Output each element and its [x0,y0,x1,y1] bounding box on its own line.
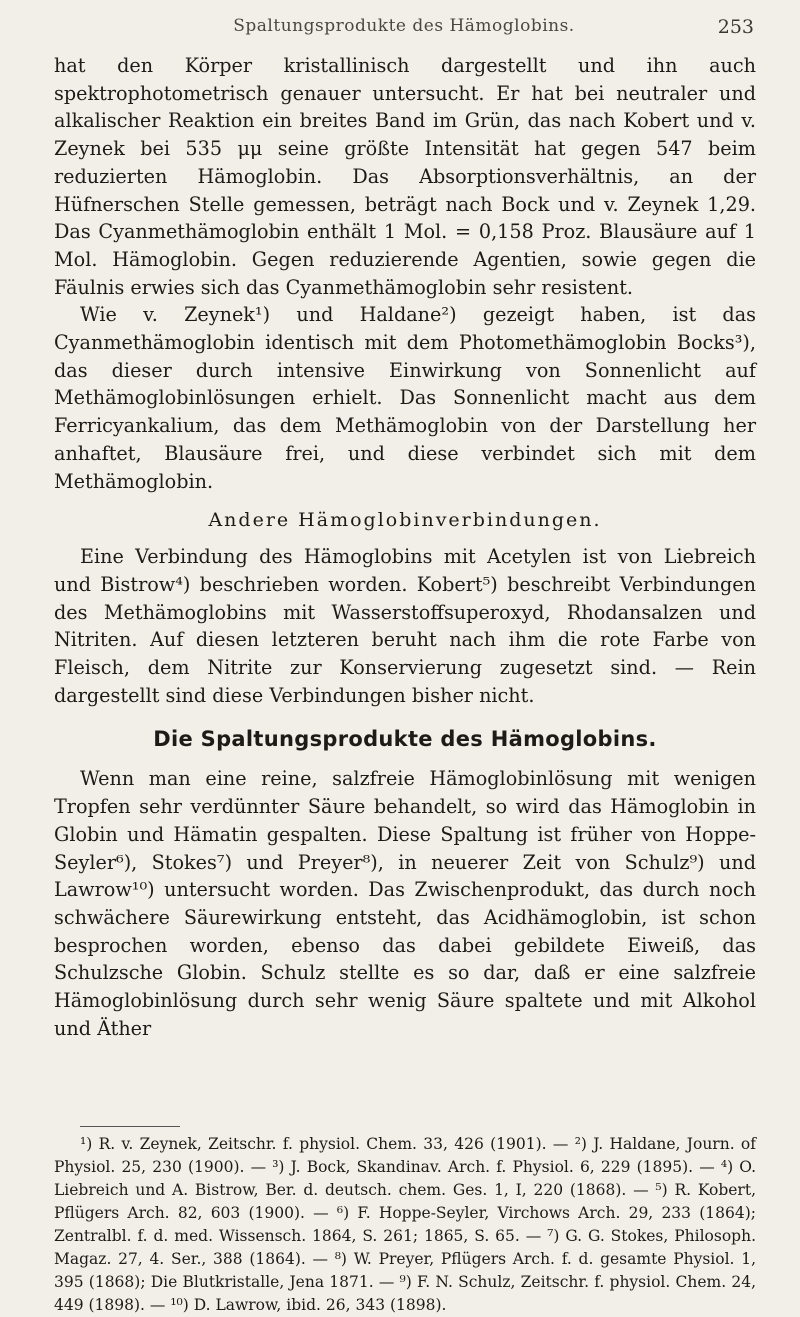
section-title: Die Spaltungsprodukte des Hämoglobins. [153,727,657,752]
body-text [54,52,756,1043]
paragraph-3: Eine Verbindung des Hämoglobins mit Acetylen ist von Liebreich und Bistrow⁴) beschrieben worden. Kobert⁵) beschreibt Verbindungen des Methämoglobins mit Wasserstoffsuperoxyd, Rhodansalzen und Nitriten. Auf diesen letzteren beruht nach ihm die rote Farbe von Fleisch, dem Nitrite zur Konservierung zugesetzt sind. — Rein dargestellt sind diese Verbindungen bisher nicht. [54,545,756,707]
paragraph-2: Wie v. Zeynek¹) und Haldane²) gezeigt haben, ist das Cyanmethämoglobin identisch mit dem Photomethämoglobin Bocks³), das dieser durch intensive Einwirkung von Sonnenlicht auf Methämoglobinlösungen erhielt. Das Sonnenlicht macht aus dem Ferricyankalium, das dem Methämoglobin von der Darstellung her anhaftet, Blausäure frei, und diese verbindet sich mit dem Methämoglobin. [54,303,756,493]
running-title: Spaltungsprodukte des Hämoglobins. [233,16,575,36]
footnotes [54,1126,756,1317]
footnote-text: ¹) R. v. Zeynek, Zeitschr. f. physiol. Chem. 33, 426 (1901). — ²) J. Haldane, Journ. of Physiol. 25, 230 (1900). — ³) J. Bock, Skandinav. Arch. f. Physiol. 6, 229 (1895). — ⁴) O. Liebreich und A. Bistrow, Ber. d. deutsch. chem. Ges. 1, I, 220 (1868). — ⁵) R. Kobert, Pflügers Arch. 82, 603 (1900). — ⁶) F. Hoppe-Seyler, Virchows Arch. 29, 233 (1864); Zentralbl. f. d. med. Wissensch. 1864, S. 261; 1865, S. 65. — ⁷) G. G. Stokes, Philosoph. Magaz. 27, 4. Ser., 388 (1864). — ⁸) W. Preyer, Pflügers Arch. f. d. gesamte Physiol. 1, 395 (1868); Die Blutkristalle, Jena 1871. — ⁹) F. N. Schulz, Zeitschr. f. physiol. Chem. 24, 449 (1898). — ¹⁰) D. Lawrow, ibid. 26, 343 (1898). [54,1135,756,1314]
footnote-divider [80,1126,180,1127]
page-number: 253 [717,16,754,38]
paragraph-1: hat den Körper kristallinisch dargestellt und ihn auch spektrophotometrisch genauer untersucht. Er hat bei neutraler und alkalischer Reaktion ein breites Band im Grün, das nach Kobert und v. Zeynek bei 535 μμ seine größte Intensität hat gegen 547 beim reduzierten Hämoglobin. Das Absorptionsverhältnis, an der Hüfnerschen Stelle gemessen, beträgt nach Bock und v. Zeynek 1,29. Das Cyanmethämoglobin enthält 1 Mol. = 0,158 Proz. Blausäure auf 1 Mol. Hämoglobin. Gegen reduzierende Agentien, sowie gegen die Fäulnis erwies sich das Cyanmethämoglobin sehr resistent. [54,54,756,299]
paragraph-4: Wenn man eine reine, salzfreie Hämoglobinlösung mit wenigen Tropfen sehr verdünnter Säure behandelt, so wird das Hämoglobin in Globin und Hämatin gespalten. Diese Spaltung ist früher von Hoppe-Seyler⁶), Stokes⁷) und Preyer⁸), in neuerer Zeit von Schulz⁹) und Lawrow¹⁰) untersucht worden. Das Zwischenprodukt, das durch noch schwächere Säurewirkung entsteht, das Acidhämoglobin, ist schon besprochen worden, ebenso das dabei gebildete Eiweiß, das Schulzsche Globin. Schulz stellte es so dar, daß er eine salzfreie Hämoglobinlösung durch sehr wenig Säure spaltete und mit Alkohol und Äther [54,767,756,1040]
subheading: Andere Hämoglobinverbindungen. [208,509,602,532]
page-header [54,6,754,46]
